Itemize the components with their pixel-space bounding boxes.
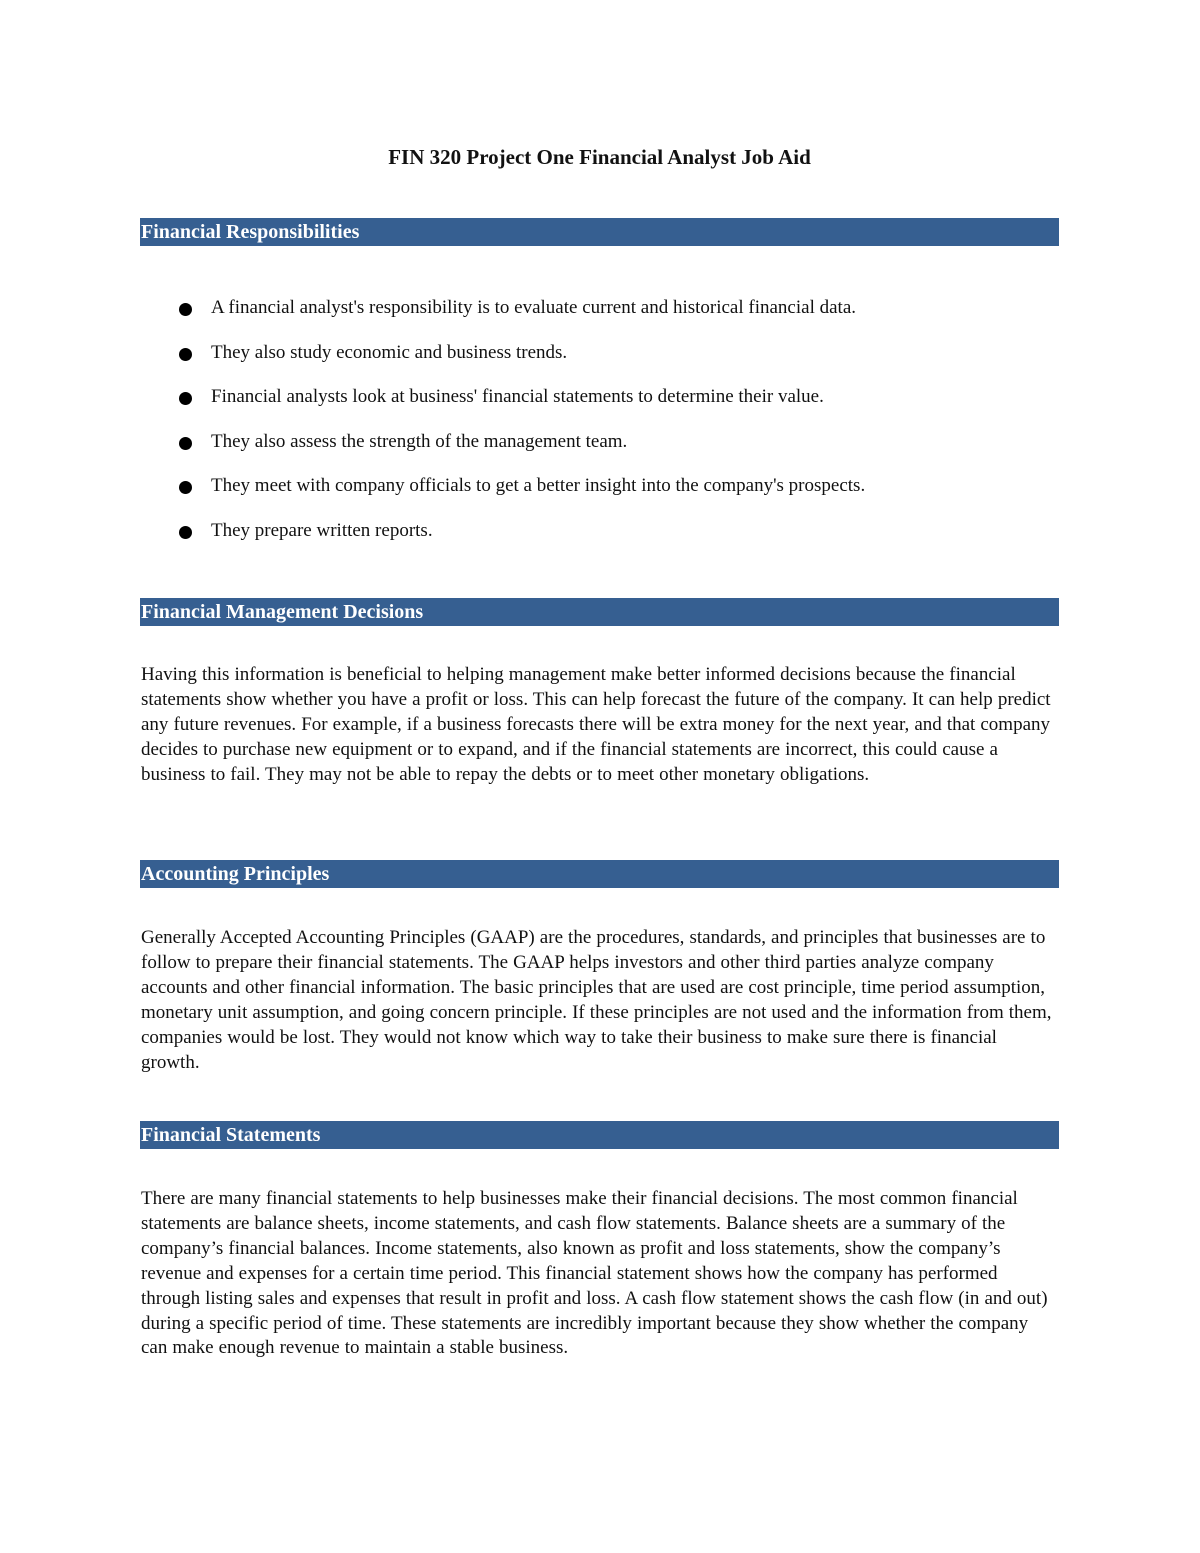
bullet-icon	[179, 481, 192, 494]
section-header-financial-responsibilities	[140, 218, 1059, 246]
section-heading-label: Accounting Principles	[141, 863, 330, 885]
bullet-icon	[179, 348, 192, 361]
list-item-text: A financial analyst's responsibility is to evaluate current and historical financial data.	[211, 297, 856, 318]
bullet-icon	[179, 392, 192, 405]
section-heading-label: Financial Management Decisions	[141, 601, 424, 623]
list-item-text: Financial analysts look at business' financial statements to determine their value.	[211, 386, 824, 407]
document-title: FIN 320 Project One Financial Analyst Job Aid	[388, 145, 811, 169]
section-header-financial-statements	[140, 1121, 1059, 1149]
bullet-icon	[179, 303, 192, 316]
list-item-text: They also assess the strength of the management team.	[211, 430, 628, 452]
management-decisions-paragraph: Having this information is beneficial to helping management make better informed decisions because the financial statements show whether you have a profit or loss. This can help forecast the future of the company. It can help predict any future revenues. For example, if a business forecasts there will be extra money for the next year, and that company decides to purchase new equipment or to expand, and if the financial statements are incorrect, this could cause a business to fail. They may not be able to repay the debts or to meet other monetary obligations.	[141, 664, 1051, 785]
list-item-text: They meet with company officials to get a better insight into the company's prospects.	[211, 475, 866, 496]
section-heading-label: Financial Statements	[141, 1124, 321, 1146]
section-header-financial-management-decisions	[140, 598, 1059, 626]
bullet-icon	[179, 437, 192, 450]
section-header-accounting-principles	[140, 860, 1059, 888]
list-item-text: They also study economic and business trends.	[211, 341, 568, 363]
bullet-icon	[179, 526, 192, 539]
accounting-principles-paragraph: Generally Accepted Accounting Principles (GAAP) are the procedures, standards, and principles that businesses are to follow to prepare their financial statements. The GAAP helps investors and other third parties analyze company accounts and other financial information. The basic principles that are used are cost principle, time period assumption, monetary unit assumption, and going concern principle. If these principles are not used and the information from them, companies would be lost. They would not know which way to take their business to make sure there is financial growth.	[141, 927, 1052, 1073]
section-heading-label: Financial Responsibilities	[141, 221, 360, 243]
list-item-text: They prepare written reports.	[211, 519, 433, 541]
financial-statements-paragraph: There are many financial statements to help businesses make their financial decisions. The most common financial statements are balance sheets, income statements, and cash flow statements. Balance sheets are a summary of the company’s financial balances. Income statements, also known as profit and loss statements, show the company’s revenue and expenses for a certain time period. This financial statement shows how the company has performed through listing sales and expenses that result in profit and loss. A cash flow statement shows the cash flow (in and out) during a specific period of time. These statements are incredibly important because they show whether the company can make enough revenue to maintain a stable business.	[141, 1188, 1048, 1359]
